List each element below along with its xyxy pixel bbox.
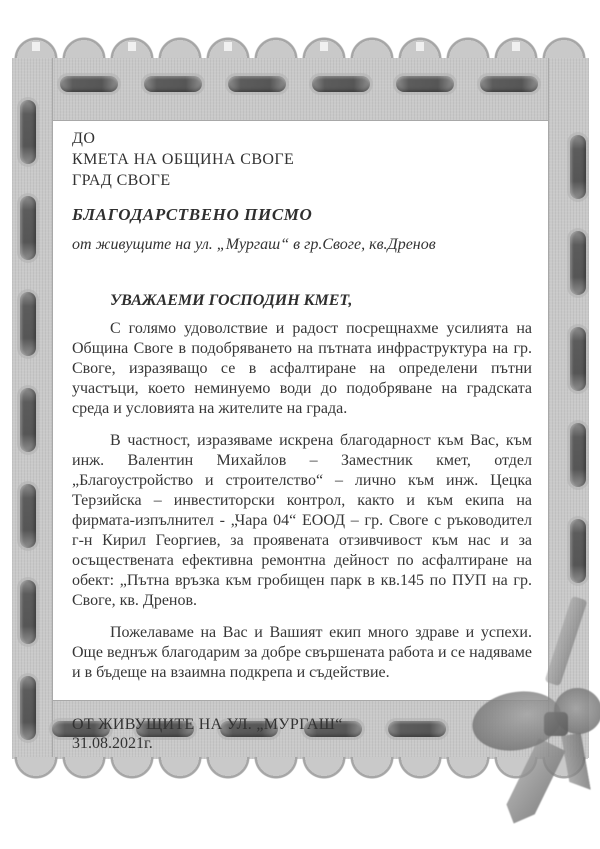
recipient-line-town: ГРАД СВОГЕ — [72, 172, 171, 189]
from-line: от живущите на ул. „Мургаш“ в гр.Своге, кв.Дренов — [72, 236, 436, 253]
signature-line: ОТ ЖИВУЩИТЕ НА УЛ. „МУРГАШ“ — [72, 716, 343, 733]
letter-title: БЛАГОДАРСТВЕНО ПИСМО — [72, 205, 313, 224]
recipient-line-mayor: КМЕТА НА ОБЩИНА СВОГЕ — [72, 151, 295, 168]
body-paragraph-1: С голямо удоволствие и радост посрещнахме усилията на Община Своге в подобряването на пътната инфраструктура на гр. Своге, изразяващо се в асфалтиране на определени пътни участъци, което неминуемо води до подобряване на градската среда и условията на жителите на града. — [72, 320, 532, 417]
letter-content — [72, 120, 532, 753]
ribbon-tail-right-icon — [561, 733, 591, 794]
recipient-block — [72, 128, 532, 191]
recipient-line-to: ДО — [72, 130, 96, 147]
bow-knot-icon — [544, 712, 568, 736]
ribbon-wrap-icon — [544, 596, 587, 687]
body-paragraph-3: Пожелаваме на Вас и Вашият екип много здраве и успехи. Още веднъж благодарим за добре свършената работа и се надяваме и в бъдеще на взаимна подкрепа и съдействие. — [72, 624, 532, 681]
salutation: УВАЖАЕМИ ГОСПОДИН КМЕТ, — [110, 292, 353, 309]
date-line: 31.08.2021г. — [72, 735, 153, 752]
body-paragraph-2: В частност, изразяваме искрена благодарност към Вас, към инж. Валентин Михайлов – Заместник кмет, отдел „Благоустройство и строителство“ – лично към инж. Цецка Терзийска – инвеститорски контрол, както и към екипа на фирмата-изпълнител - „Чара 04“ ЕООД – гр. Своге с ръководител г-н Кирил Георгиев, за проявената отзивчивост към нас и за осъществената ефективна ремонтна дейност по асфалтиране на обект: „Пътна връзка към гробищен парк в кв.145 по ПУП на гр. Своге, кв. Дренов. — [72, 432, 532, 609]
